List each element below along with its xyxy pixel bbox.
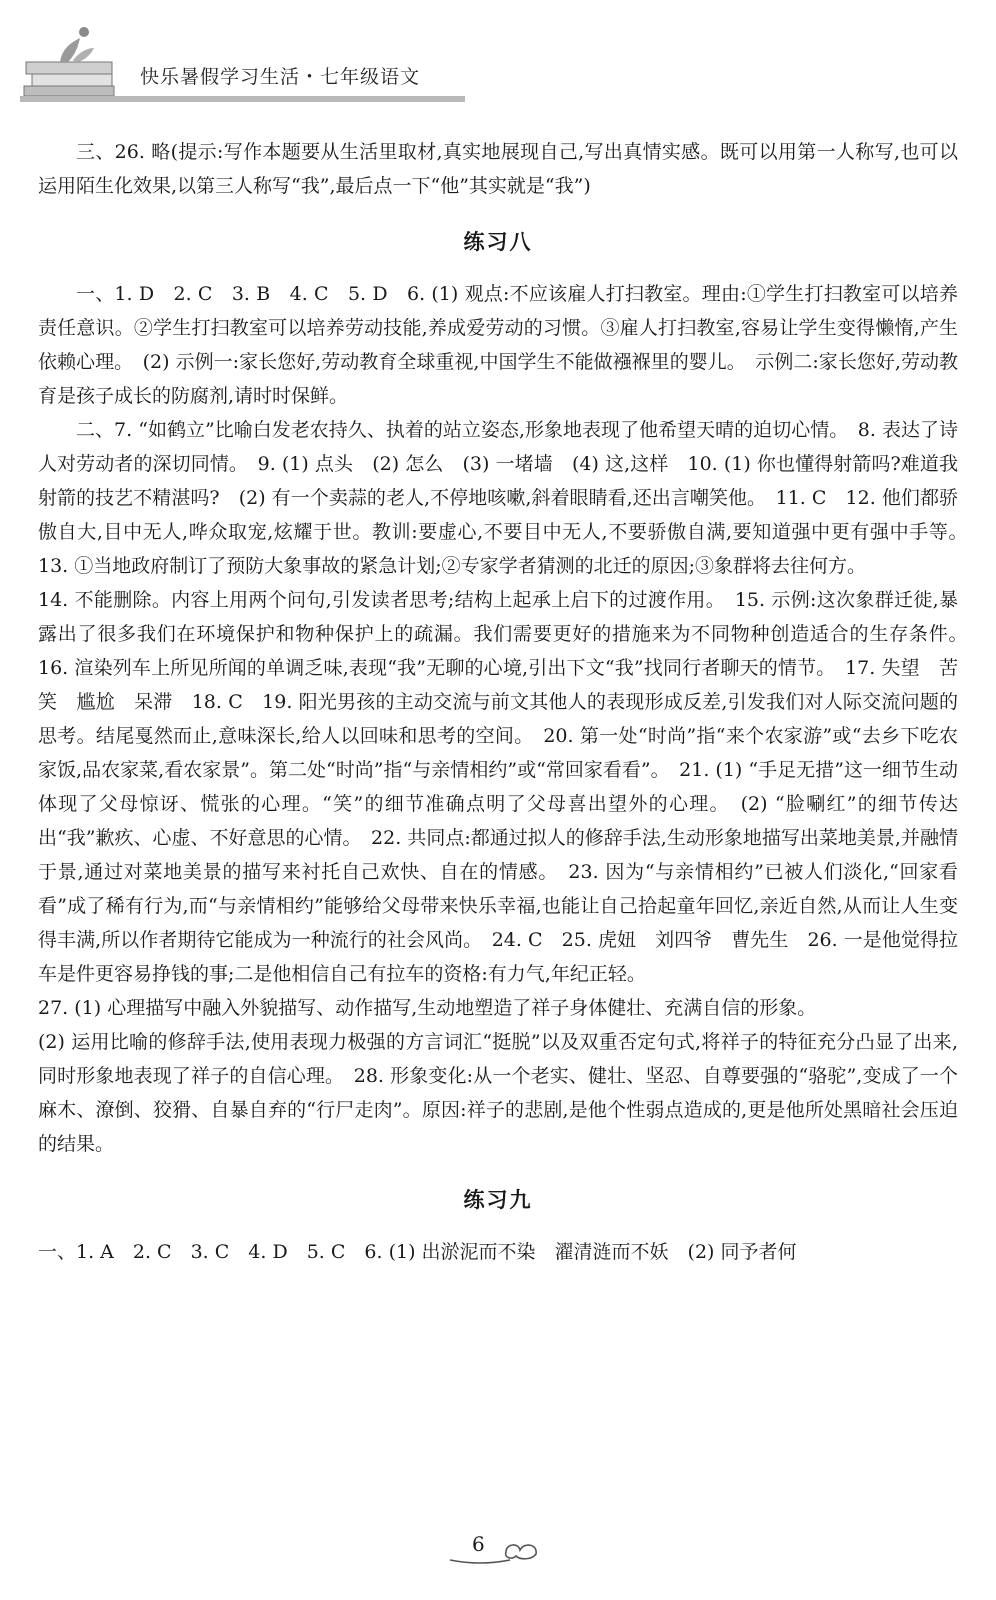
- header-title: 快乐暑假学习生活・七年级语文: [140, 66, 421, 88]
- section8-paragraph-3: 14. 不能删除。内容上用两个问句,引发读者思考;结构上起承上启下的过渡作用。 15. 示例:这次象群迁徙,暴露出了很多我们在环境保护和物种保护上的疏漏。我们需要更好的措施来为不同物种创造适合的生存条件。 16. 渲染列车上所见所闻的单调乏味,表现“我”无聊的心境,引出下文“我”找同行者聊天的情节。 17. 失望 苦笑 尴尬 呆滞 18. C 19. 阳光男孩的主动交流与前文其他人的表现形成反差,引发我们对人际交流问题的思考。结尾戛然而止,意味深长,给人以回味和思考的空间。 20. 第一处“时尚”指“来个农家游”或“去乡下吃农家饭,品农家菜,看农家景”。第二处“时尚”指“与亲情相约”或“常回家看看”。 21. (1) “手足无措”这一细节生动体现了父母惊讶、慌张的心理。“笑”的细节准确点明了父母喜出望外的心理。 (2) “脸唰红”的细节传达出“我”歉疚、心虚、不好意思的心情。 22. 共同点:都通过拟人的修辞手法,生动形象地描写出菜地美景,并融情于景,通过对菜地美景的描写来衬托自己欢快、自在的情感。 23. 因为“与亲情相约”已被人们淡化,“回家看看”成了稀有行为,而“与亲情相约”能够给父母带来快乐幸福,也能让自己拾起童年回忆,亲近自然,从而让人生变得丰满,所以作者期待它能成为一种流行的社会风尚。 24. C 25. 虎妞 刘四爷 曹先生 26. 一是他觉得拉车是件更容易挣钱的事;二是他相信自己有拉车的资格:有力气,年纪正轻。: [38, 589, 978, 985]
- section8-paragraph-1: 一、1. D 2. C 3. B 4. C 5. D 6. (1) 观点:不应该雇人打扫教室。理由:①学生打扫教室可以培养责任意识。②学生打扫教室可以培养劳动技能,养成爱劳动的习惯。③雇人打扫教室,容易让学生变得懒惰,产生依赖心理。 (2) 示例一:家长您好,劳动教育全球重视,中国学生不能做襁褓里的婴儿。 示例二:家长您好,劳动教育是孩子成长的防腐剂,请时时保鲜。: [38, 283, 958, 407]
- cloud-ornament-icon: [440, 1530, 560, 1570]
- intro-paragraph: 三、26. 略(提示:写作本题要从生活里取材,真实地展现自己,写出真情实感。既可以用第一人称写,也可以运用陌生化效果,以第三人称写“我”,最后点一下“他”其实就是“我”): [38, 141, 958, 197]
- section9-paragraph-1: 一、1. A 2. C 3. C 4. D 5. C 6. (1) 出淤泥而不染 濯清涟而不妖 (2) 同予者何: [38, 1241, 797, 1263]
- section8-paragraph-4: 27. (1) 心理描写中融入外貌描写、动作描写,生动地塑造了祥子身体健壮、充满自信的形象。: [38, 997, 817, 1019]
- page-header: [20, 18, 460, 100]
- section8-paragraph-2: 二、7. “如鹤立”比喻白发老农持久、执着的站立姿态,形象地表现了他希望天晴的迫切心情。 8. 表达了诗人对劳动者的深切同情。 9. (1) 点头 (2) 怎么 (3) 一堵墙 (4) 这,这样 10. (1) 你也懂得射箭吗?难道我射箭的技艺不精湛吗? (2) 有一个卖蒜的老人,不停地咳嗽,斜着眼睛看,还出言嘲笑他。 11. C 12. 他们都骄傲自大,目中无人,哗众取宠,炫耀于世。教训:要虚心,不要目中无人,不要骄傲自满,要知道强中更有强中手等。 13. ①当地政府制订了预防大象事故的紧急计划;②专家学者猜测的北迁的原因;③象群将去往何方。: [38, 419, 978, 577]
- page-number: 6: [472, 1532, 485, 1556]
- section-title-9: 练习九: [463, 1187, 533, 1212]
- page-footer: [440, 1530, 560, 1570]
- page-content: [38, 135, 978, 1269]
- header-rule: [20, 96, 465, 102]
- section8-paragraph-5: (2) 运用比喻的修辞手法,使用表现力极强的方言词汇“挺脱”以及双重否定句式,将祥子的特征充分凸显了出来,同时形象地表现了祥子的自信心理。 28. 形象变化:从一个老实、健壮、坚忍、自尊要强的“骆驼”,变成了一个麻木、潦倒、狡猾、自暴自弃的“行尸走肉”。原因:祥子的悲剧,是他个性弱点造成的,更是他所处黑暗社会压迫的结果。: [38, 1031, 958, 1155]
- section-title-8: 练习八: [463, 229, 533, 254]
- book-stack-logo-icon: [20, 18, 130, 100]
